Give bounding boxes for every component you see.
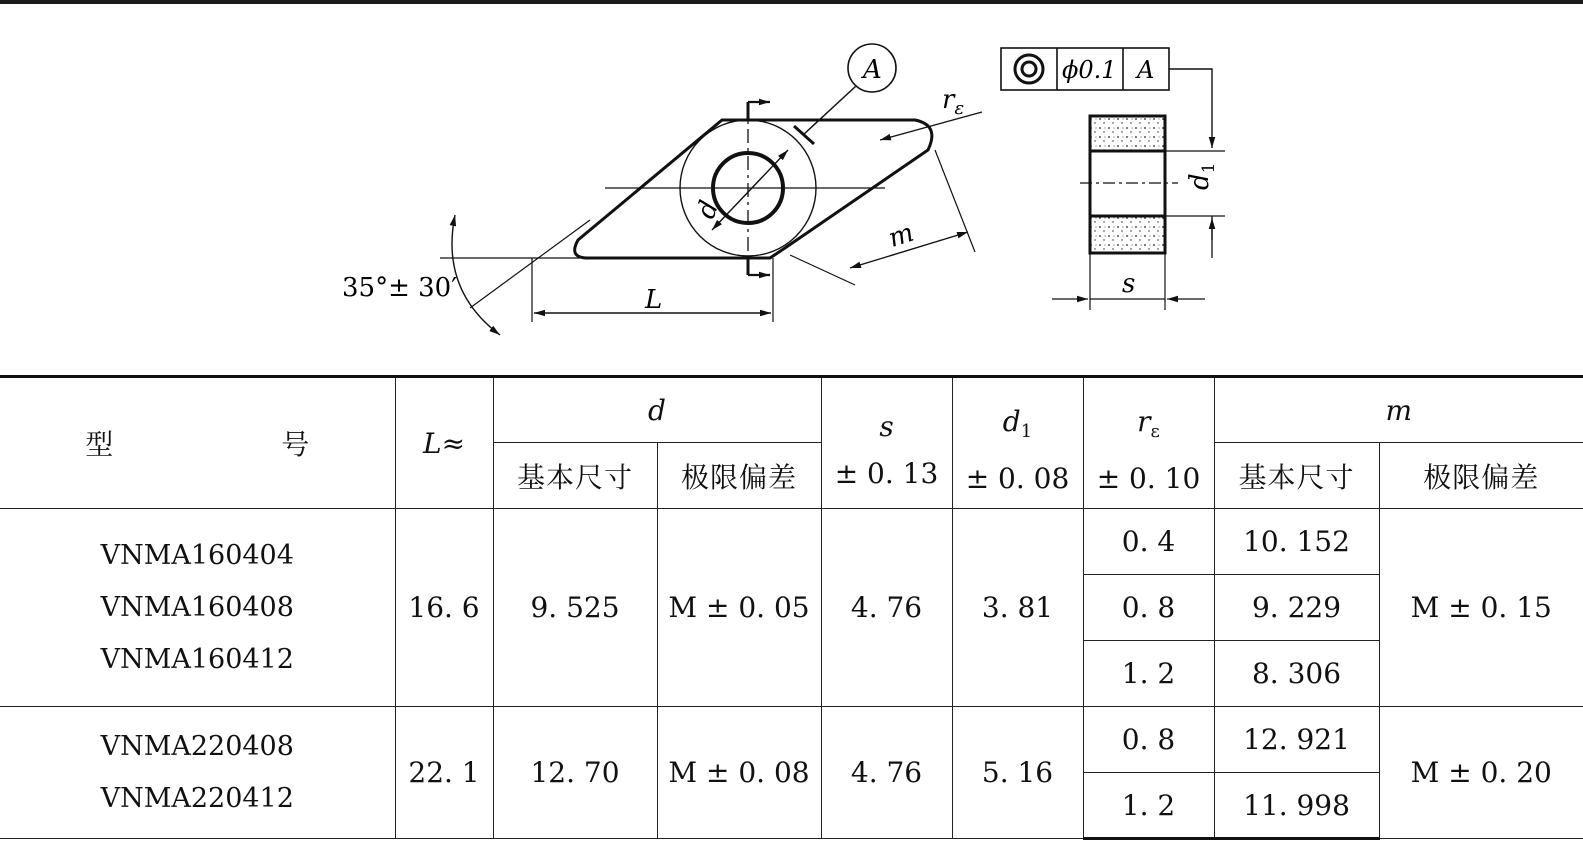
table-cell-re: 1. 2 (1083, 641, 1214, 707)
d1-label: $d_1$ (1185, 162, 1219, 190)
group2-d-basic: 12. 70 (493, 707, 657, 839)
tolerance-datum: A (1137, 56, 1155, 84)
group1-L: 16. 6 (395, 509, 493, 707)
m-label: m (884, 217, 918, 254)
header-d-limit: 极限偏差 (657, 443, 821, 509)
angle-label: 35°± 30′ (342, 273, 458, 303)
group1-d-limit: M ± 0. 05 (657, 509, 821, 707)
group2-models (0, 707, 395, 839)
d-label: d (691, 196, 726, 223)
header-m: m (1214, 377, 1583, 443)
datum-label: A (863, 55, 882, 85)
table-cell-m: 12. 921 (1214, 707, 1379, 773)
insert-outline (575, 120, 932, 258)
insert-drawing (0, 0, 1583, 370)
header-re: $r_\varepsilon$ ± 0. 10 (1083, 377, 1214, 509)
table-cell-m: 11. 998 (1214, 773, 1379, 839)
model-name: VNMA160412 (100, 643, 294, 675)
L-label: L (645, 285, 663, 315)
group2-L: 22. 1 (395, 707, 493, 839)
model-name: VNMA220408 (100, 730, 294, 762)
tolerance-value: ϕ0.1 (1062, 56, 1117, 84)
header-s: s ± 0. 13 (821, 377, 952, 509)
s-label: s (1122, 269, 1136, 299)
table-cell-re: 0. 8 (1083, 707, 1214, 773)
model-name: VNMA160404 (100, 539, 294, 571)
header-d: d (493, 377, 821, 443)
group1-m-limit: M ± 0. 15 (1379, 509, 1583, 707)
group2-s: 4. 76 (821, 707, 952, 839)
header-m-limit: 极限偏差 (1379, 443, 1583, 509)
table-cell-m: 9. 229 (1214, 575, 1379, 641)
spec-table (0, 375, 1583, 840)
header-d-basic: 基本尺寸 (493, 443, 657, 509)
group1-s: 4. 76 (821, 509, 952, 707)
group1-d-basic: 9. 525 (493, 509, 657, 707)
table-cell-m: 8. 306 (1214, 641, 1379, 707)
group1-models (0, 509, 395, 707)
section-top-hatch (1090, 116, 1165, 151)
model-name: VNMA220412 (100, 782, 294, 814)
table-cell-re: 0. 8 (1083, 575, 1214, 641)
group1-d1: 3. 81 (952, 509, 1083, 707)
table-cell-m: 10. 152 (1214, 509, 1379, 575)
header-type: 型 号 (0, 377, 395, 509)
header-d1: $d_1$ ± 0. 08 (952, 377, 1083, 509)
model-name: VNMA160408 (100, 591, 294, 623)
group2-d1: 5. 16 (952, 707, 1083, 839)
header-m-basic: 基本尺寸 (1214, 443, 1379, 509)
table-cell-re: 0. 4 (1083, 509, 1214, 575)
section-bottom-hatch (1090, 216, 1165, 253)
corner-radius-label: $r_\varepsilon$ (942, 85, 965, 119)
group2-d-limit: M ± 0. 08 (657, 707, 821, 839)
table-cell-re: 1. 2 (1083, 773, 1214, 839)
header-L: L≈ (395, 377, 493, 509)
group2-m-limit: M ± 0. 20 (1379, 707, 1583, 839)
